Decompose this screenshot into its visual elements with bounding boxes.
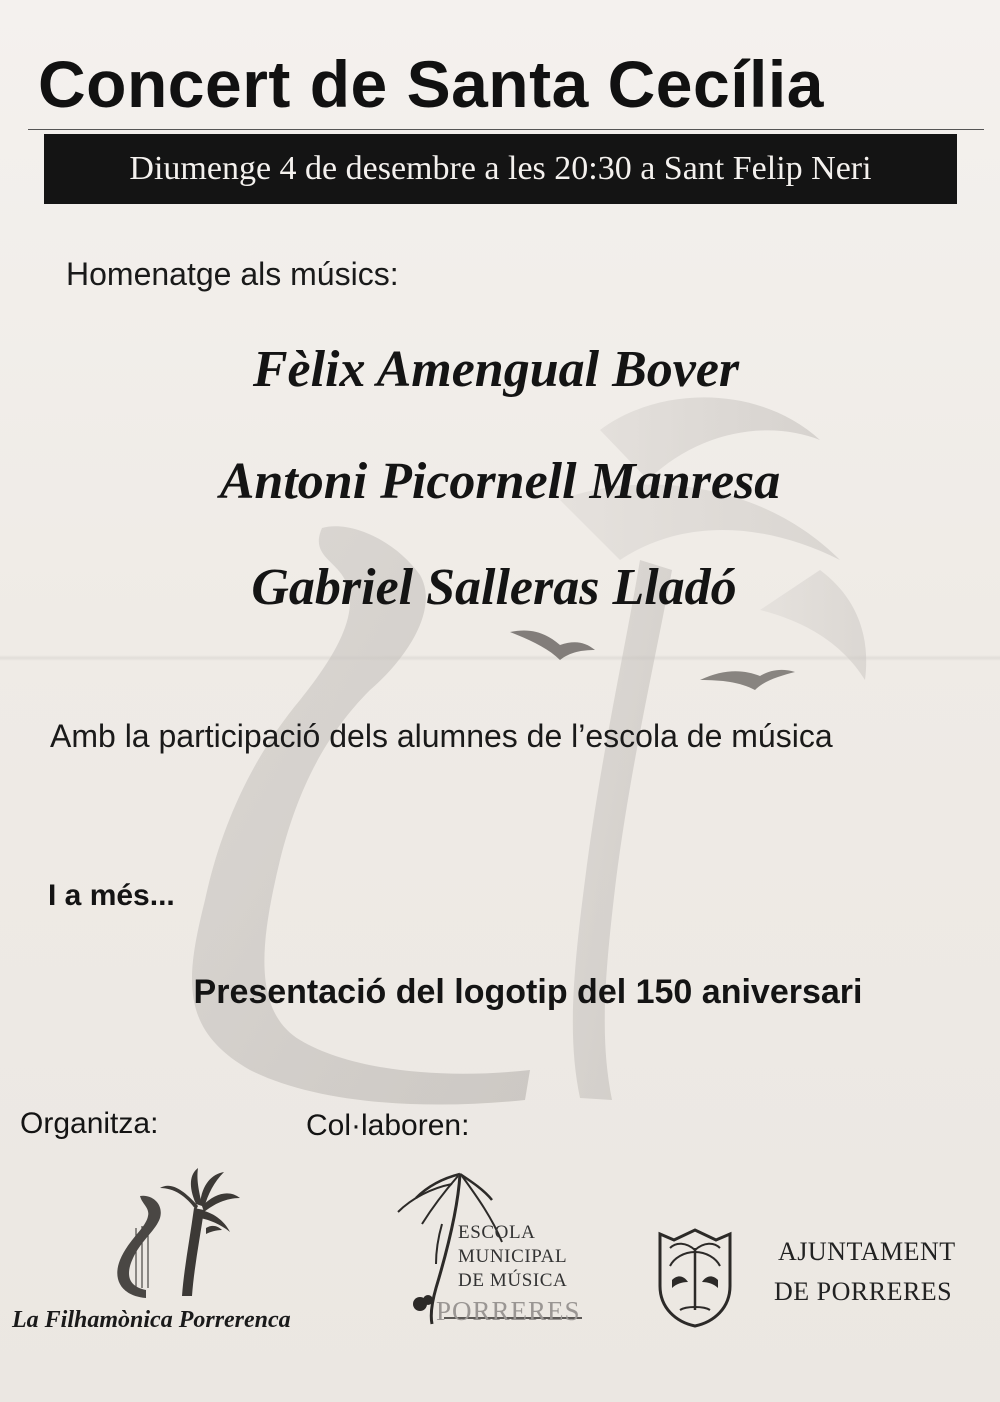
musician-name: Antoni Picornell Manresa	[219, 453, 781, 510]
title-divider	[28, 129, 984, 130]
homage-label: Homenatge als músics:	[66, 256, 399, 292]
musician-name: Gabriel Salleras Lladó	[251, 559, 737, 616]
logo-presentation-announcement: Presentació del logotip del 150 aniversari	[193, 973, 863, 1011]
coat-of-arms-shield-icon	[654, 1226, 736, 1328]
school-town-line: PORRERES	[436, 1296, 581, 1326]
musician-name: Fèlix Amengual Bover	[252, 341, 740, 398]
school-name-line: ESCOLA	[458, 1222, 536, 1243]
organizer-name: La Filhamònica Porrerenca	[12, 1307, 291, 1333]
school-name-line: DE MÚSICA	[458, 1270, 568, 1291]
collaborate-label: Col·laboren:	[306, 1109, 470, 1142]
town-council-line: DE PORRERES	[774, 1277, 953, 1306]
school-name-line: MUNICIPAL	[458, 1246, 568, 1267]
poster-title: Concert de Santa Cecília	[38, 47, 824, 121]
participation-note: Amb la participació dels alumnes de l’escola de música	[50, 718, 833, 754]
organizes-label: Organitza:	[20, 1107, 159, 1140]
harp-palm-logo-icon	[112, 1168, 242, 1308]
more-label: I a més...	[48, 879, 175, 912]
date-location-banner: Diumenge 4 de desembre a les 20:30 a Sant Felip Neri	[44, 134, 957, 204]
town-council-line: AJUNTAMENT	[778, 1237, 956, 1266]
